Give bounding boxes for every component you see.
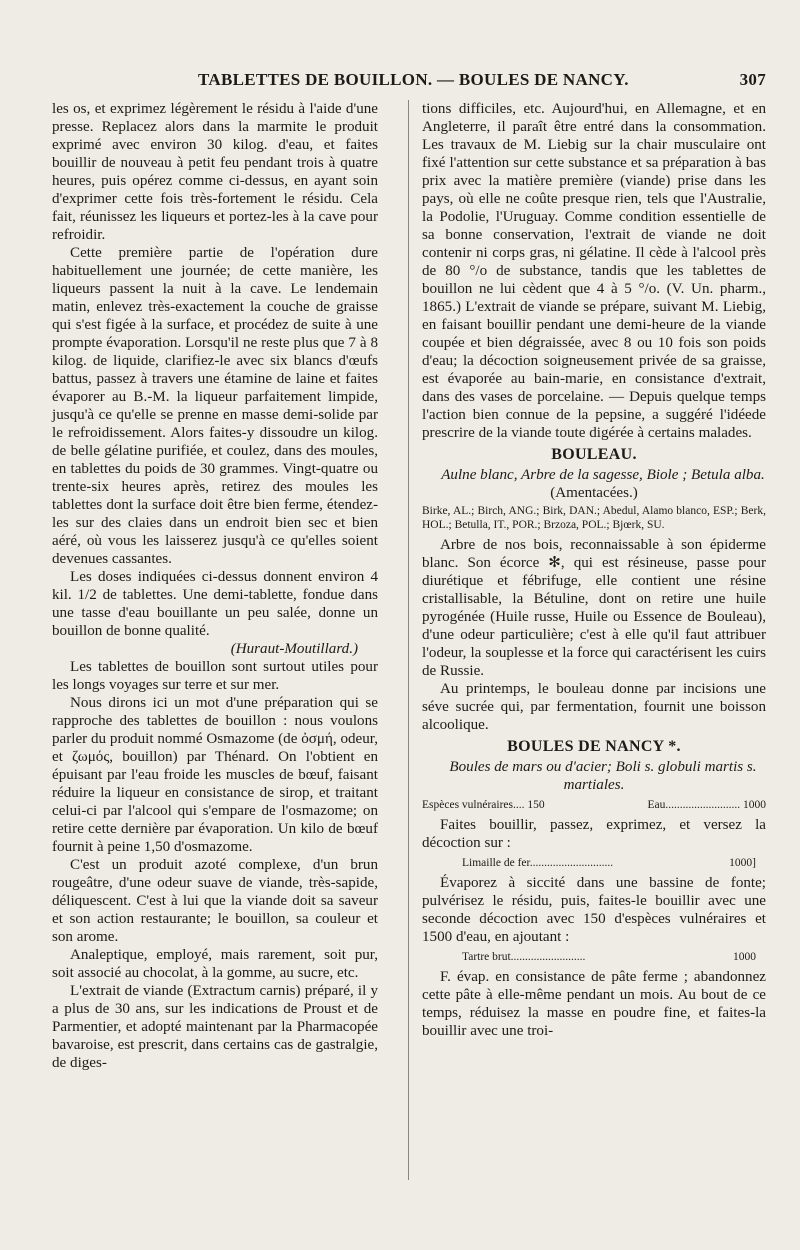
recipe-quantity: 1000 xyxy=(733,951,756,963)
paragraph: F. évap. en consistance de pâte ferme ; abandonnez cette pâte à elle-même pendant un mois. Au bout de ce temps, réduisez la masse en poudre fine, et faites-la bouillir avec une troi- xyxy=(422,969,766,1039)
paragraph: tions difficiles, etc. Aujourd'hui, en Allemagne, et en Angleterre, il paraît être entré dans la consommation. Les travaux de M. Liebig sur la chair musculaire ont fixé l'attention sur cette substance et sa préparation à bas prix avec la matière première (viande) prise dans les pays, où elle ne coûte presque rien, tels que l'Australie, la Podolie, l'Uruguay. Comme condition essentielle de sa bonne conservation, l'extrait de viande ne doit contenir ni corps gras, ni gélatine. Il cède à l'alcool près de 80 °/o de substance, tandis que les tablettes de bouillon ne lui cèdent que 4 à 5 °/o. (V. Un. pharm., 1865.) L'extrait de viande se prépare, suivant M. Liebig, en faisant bouillir pendant une demi-heure de la viande coupée et bien dégraissée, avec 8 ou 10 fois son poids d'eau; la décoction soigneusement privée de sa graisse, est évaporée au bain-marie, en consistance d'extrait, dans des vases de porcelaine. — Depuis quelque temps l'action bien connue de la pepsine, a suggéré l'idéede prescrire de la viande toute digérée à certains malades. xyxy=(422,101,766,441)
page-number: 307 xyxy=(739,70,766,89)
plant-family: (Amentacées.) xyxy=(550,485,638,501)
paragraph: C'est un produit azoté complexe, d'un brun rougeâtre, d'une odeur suave de viande, très-sapide, déliquescent. C'est à lui que la viande doit sa saveur et son action restaurante; le bouillon, sa couleur et son arome. xyxy=(52,857,378,945)
recipe-line xyxy=(422,796,766,814)
running-header xyxy=(100,70,780,94)
synonyms: Boules de mars ou d'acier; Boli s. globuli martis s. martiales. xyxy=(449,759,757,793)
running-title: TABLETTES DE BOUILLON. — BOULES DE NANCY. xyxy=(198,70,629,89)
right-column xyxy=(422,100,766,1040)
paragraph: Arbre de nos bois, reconnaissable à son épiderme blanc. Son écorce ✻, qui est résineuse, passe pour diurétique et fébrifuge, elle contient une résine cristallisable, la Bétuline, dont on retire une huile pyrogénée (Huile russe, Huile ou Essence de Bouleau), d'une odeur particulière; c'est à elle qu'il faut attribuer l'odeur, la souplesse et la force qui caractérisent les cuirs de Russie. xyxy=(422,537,766,679)
paragraph: Nous dirons ici un mot d'une préparation qui se rapproche des tablettes de bouillon : nous voulons parler du produit nommé Osmazome (de ὀσμή, odeur, et ζωμός, bouillon) par Thénard. On l'obtient en épuisant par l'eau froide les muscles de bœuf, faisant réduire la liqueur en consistance de sirop, et traitant celui-ci par l'alcool qui s'empare de l'osmazome; on retire cette dernière par évaporation. Un kilo de bœuf fournit à peine 1,50 d'osmazome. xyxy=(52,695,378,855)
recipe-line xyxy=(422,948,766,966)
left-column xyxy=(52,100,378,1072)
recipe-ingredient: Tartre brut.......................... xyxy=(462,951,586,963)
synonyms-italic: Aulne blanc, Arbre de la sagesse, Biole ; Betula alba. xyxy=(441,467,765,483)
column-divider xyxy=(408,100,409,1180)
paragraph: les os, et exprimez légèrement le résidu à l'aide d'une presse. Replacez alors dans la marmite le produit exprimé avec environ 30 kilog. d'eau, et faites bouillir de nouveau à petit feu pendant trois à quatre heures, puis opérez comme ci-dessus, en ayant soin d'exprimer cette fois très-fortement le résidu. Cela fait, réunissez les liqueurs et portez-les à la cave pour refroidir. xyxy=(52,101,378,243)
recipe-ingredient: Espèces vulnéraires.... 150 xyxy=(422,799,545,811)
paragraph: L'extrait de viande (Extractum carnis) préparé, il y a plus de 30 ans, sur les indications de Proust et de Parmentier, et adopté maintenant par la Pharmacopée bavaroise, est prescrit, dans certains cas de gastralgie, de diges- xyxy=(52,983,378,1071)
paragraph: Évaporez à siccité dans une bassine de fonte; pulvérisez le résidu, puis, faites-le bouillir avec une seconde décoction avec 150 d'espèces vulnéraires et 1500 d'eau, en ajoutant : xyxy=(422,875,766,945)
recipe-ingredient: Eau.......................... 1000 xyxy=(647,799,766,811)
recipe-line xyxy=(422,854,766,872)
section-title-bouleau: BOULEAU. xyxy=(551,446,637,463)
paragraph: Les tablettes de bouillon sont surtout utiles pour les longs voyages sur terre et sur mer. xyxy=(52,659,378,693)
section-title-boules-de-nancy: BOULES DE NANCY *. xyxy=(507,738,681,755)
attribution: (Huraut-Moutillard.) xyxy=(230,641,358,657)
paragraph: Analeptique, employé, mais rarement, soit pur, soit associé au chocolat, à la gomme, au sucre, etc. xyxy=(52,947,378,981)
synonyms xyxy=(422,466,766,502)
paragraph: Les doses indiquées ci-dessus donnent environ 4 kil. 1/2 de tablettes. Une demi-tablette, fondue dans une tasse d'eau bouillante un peu salée, donne un bouillon de bonne qualité. xyxy=(52,569,378,639)
foreign-names: Birke, AL.; Birch, ANG.; Birk, DAN.; Abedul, Alamo blanco, ESP.; Berk, HOL.; Betulla, IT., POR.; Brzoza, POL.; Bjœrk, SU. xyxy=(422,505,766,531)
recipe-ingredient: Limaille de fer............................. xyxy=(462,857,614,869)
paragraph: Cette première partie de l'opération dure habituellement une journée; de cette manière, les liqueurs passent la nuit à la cave. Le lendemain matin, enlevez très-exactement la couche de graisse qui s'est figée à la surface, et procédez de suite à une prompte évaporation. Lorsqu'il ne reste plus que 7 à 8 kilog. de liquide, clarifiez-le avec six blancs d'œufs battus, passez à travers une étamine de laine et faites évaporer au B.-M. la liqueur parfaitement limpide, jusqu'à ce qu'elle se prenne en masse demi-solide par le refroidissement. Alors faites-y dissoudre un kilog. de belle gélatine purifiée, et coulez, dans des moules, en tablettes du poids de 30 grammes. Vingt-quatre ou trente-six heures après, retirez des moules les tablettes dont la surface doit être bien ferme, étendez-les sur des claies dans un endroit bien sec et bien aéré, où vous les laisserez jusqu'à ce qu'elles soient devenues cassantes. xyxy=(52,245,378,567)
paragraph: Au printemps, le bouleau donne par incisions une séve sucrée qui, par fermentation, fournit une boisson alcoolique. xyxy=(422,681,766,733)
recipe-quantity: 1000] xyxy=(729,857,756,869)
paragraph: Faites bouillir, passez, exprimez, et versez la décoction sur : xyxy=(422,817,766,851)
